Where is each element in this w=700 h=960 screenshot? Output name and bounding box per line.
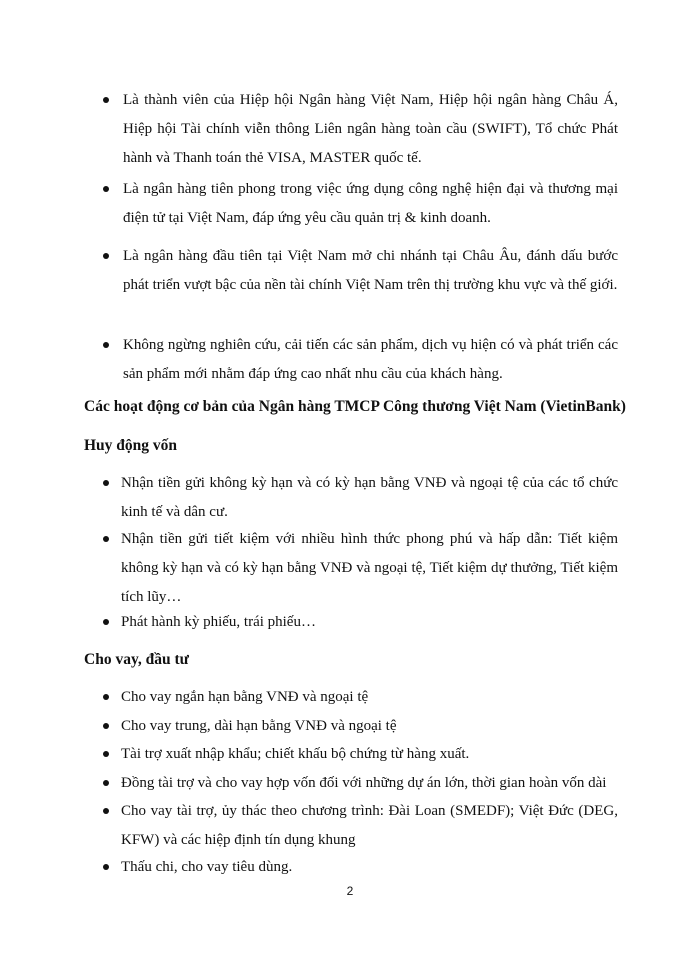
bullet-icon [103,723,109,729]
bullet-icon [103,808,109,814]
list-item-text: Cho vay trung, dài hạn bằng VNĐ và ngoại tệ [121,718,397,734]
section-title: Các hoạt động cơ bản của Ngân hàng TMCP Công thương Việt Nam (VietinBank) [84,398,626,415]
bullet-icon [103,480,109,486]
bullet-icon [103,751,109,757]
list-item-text: Cho vay ngắn hạn bằng VNĐ và ngoại tệ [121,689,369,705]
lending-heading: Cho vay, đầu tư [84,651,189,668]
bullet-icon [103,97,109,103]
list-item-text: Nhận tiền gửi không kỳ hạn và có kỳ hạn bằng VNĐ và ngoại tệ của các tổ chức kinh tế và dân cư. [121,475,618,520]
bullet-icon [103,253,109,259]
list-item-text: Là thành viên của Hiệp hội Ngân hàng Việt Nam, Hiệp hội ngân hàng Châu Á, Hiệp hội Tài chính viễn thông Liên ngân hàng toàn cầu (SWIFT), Tổ chức Phát hành và Thanh toán thẻ VISA, MASTER quốc tế. [123,92,618,166]
bullet-icon [103,694,109,700]
bullet-icon [103,780,109,786]
list-item-text: Không ngừng nghiên cứu, cải tiến các sản phẩm, dịch vụ hiện có và phát triển các sản phẩm mới nhằm đáp ứng cao nhất nhu cầu của khách hàng. [123,337,618,382]
bullet-icon [103,536,109,542]
list-item-text: Là ngân hàng đầu tiên tại Việt Nam mở chi nhánh tại Châu Âu, đánh dấu bước phát triển vượt bậc của nền tài chính Việt Nam trên thị trường khu vực và thế giới. [123,248,618,293]
bullet-icon [103,186,109,192]
capital-heading: Huy động vốn [84,437,178,454]
list-item-text: Thấu chi, cho vay tiêu dùng. [121,859,293,875]
list-item-text: Tài trợ xuất nhập khẩu; chiết khấu bộ chứng từ hàng xuất. [121,746,470,762]
list-item-text: Phát hành kỳ phiếu, trái phiếu… [121,614,316,630]
bullet-icon [103,342,109,348]
list-item-text: Cho vay tài trợ, ủy thác theo chương trình: Đài Loan (SMEDF); Việt Đức (DEG, KFW) và các hiệp định tín dụng khung [121,803,618,848]
list-item-text: Đồng tài trợ và cho vay hợp vốn đối với những dự án lớn, thời gian hoàn vốn dài [121,775,607,791]
bullet-icon [103,619,109,625]
page-number: 2 [346,884,354,898]
list-item-text: Là ngân hàng tiên phong trong việc ứng dụng công nghệ hiện đại và thương mại điện tử tại Việt Nam, đáp ứng yêu cầu quản trị & kinh doanh. [123,181,618,226]
list-item-text: Nhận tiền gửi tiết kiệm với nhiều hình thức phong phú và hấp dẫn: Tiết kiệm không kỳ hạn và có kỳ hạn bằng VNĐ và ngoại tệ, Tiết kiệm dự thưởng, Tiết kiệm tích lũy… [121,531,618,605]
bullet-icon [103,864,109,870]
